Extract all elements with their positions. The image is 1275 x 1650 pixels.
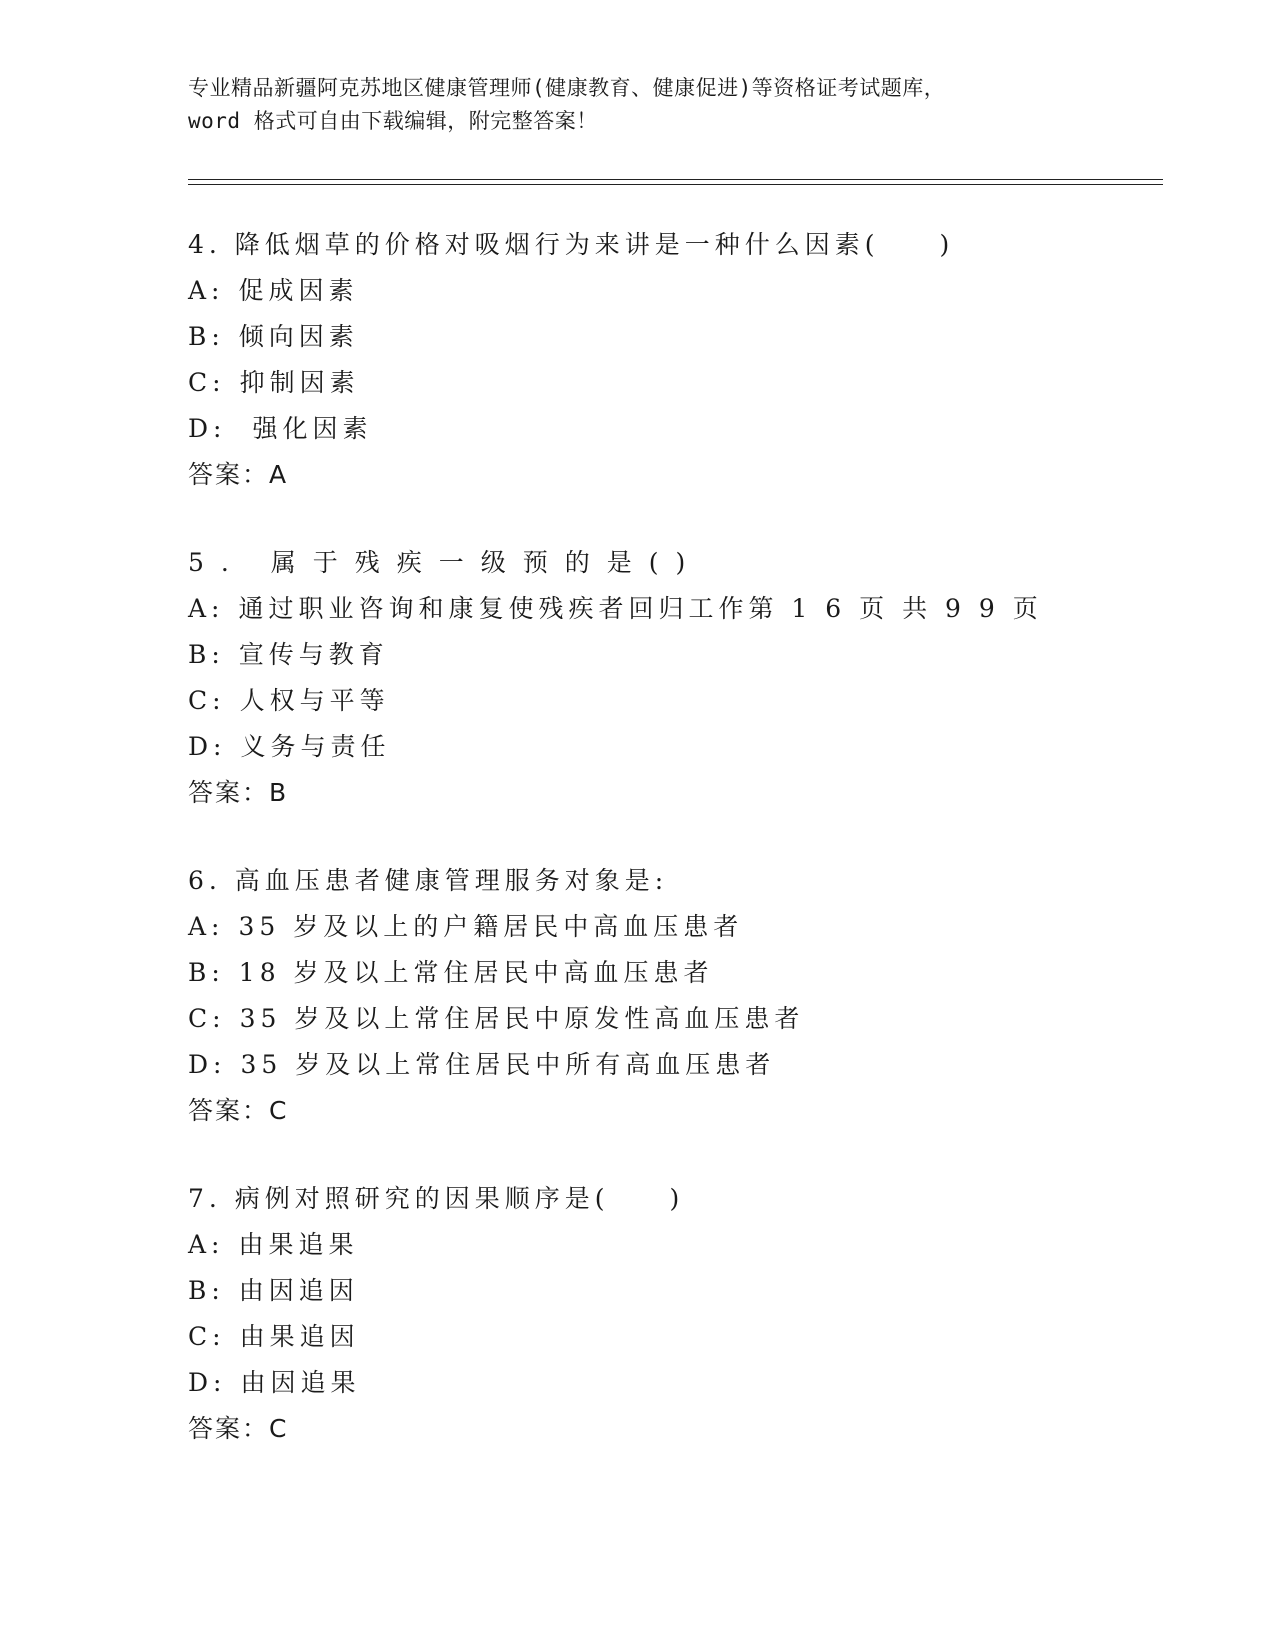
option-text: 强化因素	[252, 414, 373, 443]
option-b	[188, 1268, 1188, 1314]
option-key: D:	[188, 414, 227, 443]
option-c	[188, 678, 1188, 724]
option-key: A:	[188, 594, 225, 623]
option-key: C:	[188, 686, 226, 715]
option-text: 促成因素	[238, 276, 359, 305]
header-line-1: 专业精品新疆阿克苏地区健康管理师(健康教育、健康促进)等资格证考试题库，	[188, 76, 946, 100]
option-text: 人权与平等	[239, 686, 390, 715]
question-stem: 5. 属于残疾一级预的是()	[188, 548, 703, 577]
option-text: 35 岁及以上常住居民中所有高血压患者	[240, 1050, 776, 1079]
answer-label: 答案：B	[188, 778, 289, 807]
option-key: A:	[188, 1230, 225, 1259]
option-text: 35 岁及以上常住居民中原发性高血压患者	[239, 1004, 805, 1033]
option-d	[188, 724, 1188, 770]
option-text: 宣传与教育	[238, 640, 389, 669]
option-b	[188, 314, 1188, 360]
question-7	[188, 1176, 1188, 1452]
option-text: 义务与责任	[240, 732, 391, 761]
answer-label: 答案：A	[188, 460, 289, 489]
option-c	[188, 996, 1188, 1042]
option-text: 18 岁及以上常住居民中高血压患者	[238, 958, 714, 987]
option-a	[188, 268, 1188, 314]
option-text: 由果追因	[239, 1322, 360, 1351]
question-stem: 6. 高血压患者健康管理服务对象是:	[188, 866, 669, 895]
option-text: 由果追果	[238, 1230, 359, 1259]
header-line-2: word 格式可自由下载编辑，附完整答案！	[188, 109, 598, 133]
option-key: B:	[188, 322, 225, 351]
option-d	[188, 406, 1188, 452]
question-5	[188, 540, 1188, 816]
option-key: D:	[188, 732, 227, 761]
answer-label: 答案：C	[188, 1414, 289, 1443]
option-c	[188, 360, 1188, 406]
answer-label: 答案：C	[188, 1096, 289, 1125]
option-d	[188, 1042, 1188, 1088]
option-a	[188, 586, 1188, 632]
option-key: B:	[188, 1276, 225, 1305]
option-key: C:	[188, 1004, 226, 1033]
option-key: A:	[188, 912, 225, 941]
option-b	[188, 632, 1188, 678]
option-key: C:	[188, 368, 226, 397]
document-header	[188, 72, 1068, 138]
option-b	[188, 950, 1188, 996]
question-6	[188, 858, 1188, 1134]
option-a	[188, 904, 1188, 950]
option-text: 35 岁及以上的户籍居民中高血压患者	[238, 912, 744, 941]
option-key: B:	[188, 958, 225, 987]
option-text: 由因追果	[240, 1368, 361, 1397]
option-key: C:	[188, 1322, 226, 1351]
option-key: A:	[188, 276, 225, 305]
option-text: 通过职业咨询和康复使残疾者回归工作第 1 6 页 共 9 9 页	[238, 594, 1043, 623]
option-key: D:	[188, 1050, 227, 1079]
header-divider-bottom	[188, 184, 1163, 185]
option-key: B:	[188, 640, 225, 669]
question-stem: 7. 病例对照研究的因果顺序是( )	[188, 1184, 685, 1213]
option-key: D:	[188, 1368, 227, 1397]
header-divider-top	[188, 179, 1163, 180]
option-d	[188, 1360, 1188, 1406]
question-stem: 4. 降低烟草的价格对吸烟行为来讲是一种什么因素( )	[188, 230, 955, 259]
option-text: 由因追因	[238, 1276, 359, 1305]
option-c	[188, 1314, 1188, 1360]
option-text: 倾向因素	[238, 322, 359, 351]
option-text: 抑制因素	[239, 368, 360, 397]
question-4	[188, 222, 1188, 498]
option-a	[188, 1222, 1188, 1268]
